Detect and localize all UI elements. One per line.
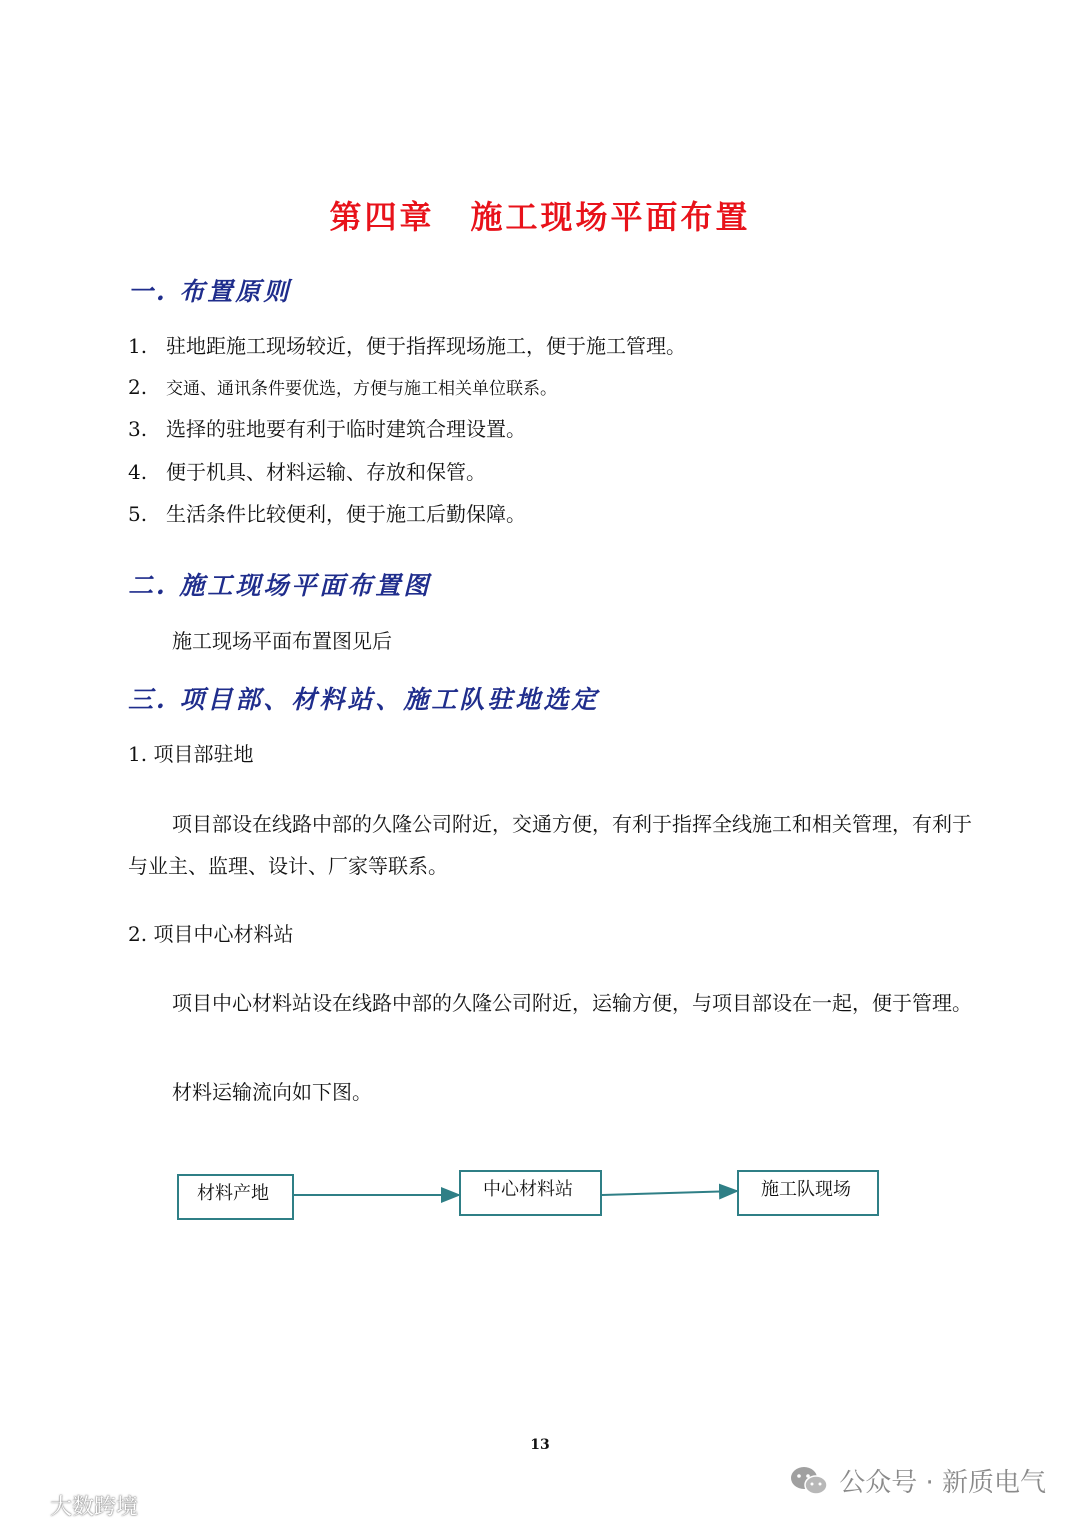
flow-arrow — [602, 1191, 737, 1195]
flow-intro: 材料运输流向如下图。 — [172, 1080, 372, 1104]
list-item-number: 4. — [128, 460, 148, 484]
list-item-text: 交通、通讯条件要优选，方便与施工相关单位联系。 — [166, 379, 557, 399]
page-number: 13 — [530, 1437, 550, 1453]
list-item-text: 生活条件比较便利，便于施工后勤保障。 — [166, 502, 526, 526]
subsection-title-material-station: 2. 项目中心材料站 — [128, 922, 294, 946]
material-station-paragraph: 项目中心材料站设在线路中部的久隆公司附近，运输方便，与项目部设在一起，便于管理。 — [172, 991, 972, 1015]
flow-node-label: 材料产地 — [197, 1183, 269, 1204]
chapter-number: 第四章 — [329, 198, 435, 236]
list-item-number: 2. — [128, 375, 148, 399]
wechat-icon — [789, 1465, 829, 1497]
list-item-text: 便于机具、材料运输、存放和保管。 — [166, 460, 486, 484]
section-heading-site-selection: 三. 项目部、材料站、施工队驻地选定 — [128, 685, 600, 714]
brand-logo-icon — [6, 1493, 46, 1519]
flow-node-central-station — [459, 1170, 602, 1216]
project-dept-paragraph: 项目部设在线路中部的久隆公司附近，交通方便，有利于指挥全线施工和相关管理，有利于与业主、监理、设计、厂家等联系。 — [128, 812, 972, 878]
list-item-number: 5. — [128, 502, 148, 526]
flow-node-construction-site — [737, 1170, 879, 1216]
watermark-account-text: 公众号 · 新质电气 — [839, 1468, 1046, 1498]
list-item-number: 3. — [128, 417, 148, 441]
layout-plan-note: 施工现场平面布置图见后 — [172, 629, 392, 653]
list-item-text: 选择的驻地要有利于临时建筑合理设置。 — [166, 417, 526, 441]
section-heading-principles: 一. 布置原则 — [128, 277, 292, 306]
list-item-text: 驻地距施工现场较近，便于指挥现场施工，便于施工管理。 — [166, 334, 686, 358]
watermark-brand — [6, 1490, 138, 1521]
subsection-title-project-dept: 1. 项目部驻地 — [128, 742, 254, 766]
flow-node-origin — [177, 1174, 294, 1220]
flow-node-label: 中心材料站 — [483, 1179, 573, 1200]
section-heading-layout-plan: 二. 施工现场平面布置图 — [128, 571, 432, 600]
chapter-name: 施工现场平面布置 — [470, 198, 751, 236]
flow-node-label: 施工队现场 — [761, 1179, 851, 1200]
watermark-account — [789, 1462, 1046, 1499]
watermark-brand-text: 大数跨境 — [50, 1495, 139, 1520]
list-item-number: 1. — [128, 334, 148, 358]
